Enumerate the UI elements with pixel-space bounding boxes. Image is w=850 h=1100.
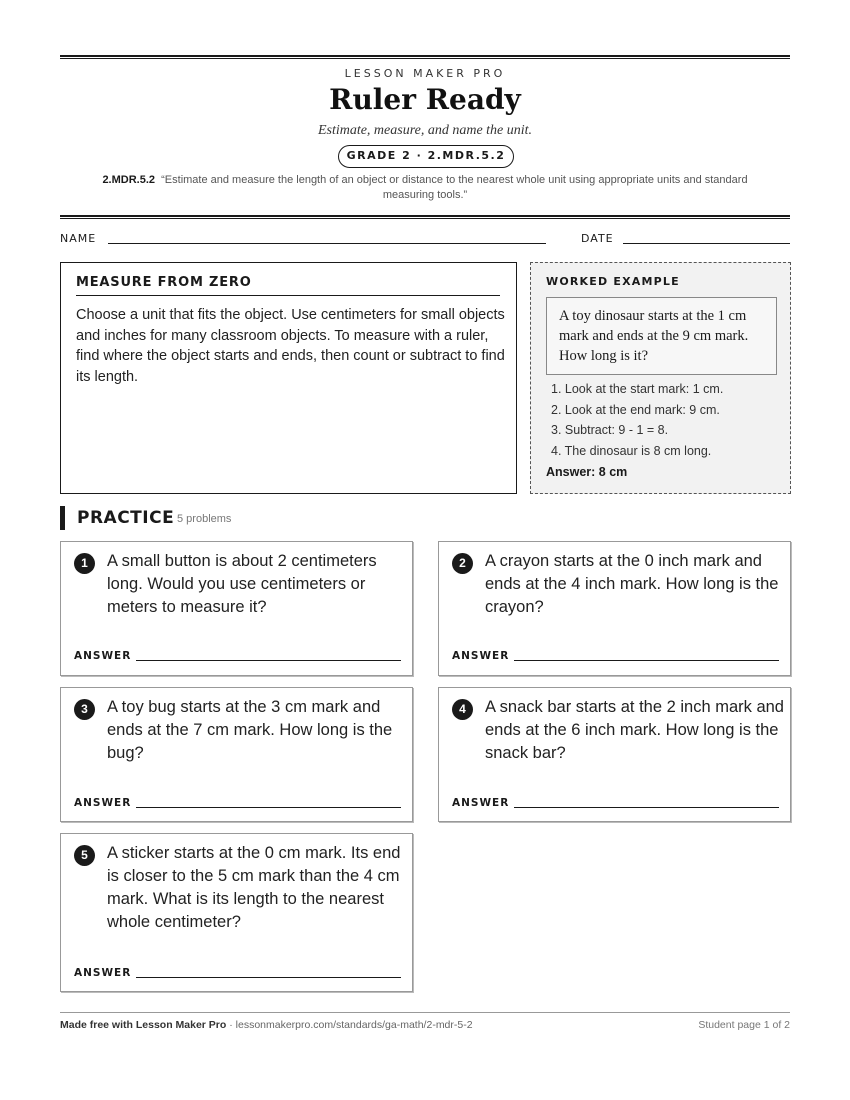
page-subtitle: Estimate, measure, and name the unit. <box>317 123 533 138</box>
answer-field[interactable] <box>136 660 401 661</box>
concept-title: MEASURE FROM ZERO <box>76 275 252 290</box>
problem-number: 5 <box>74 845 95 866</box>
name-field[interactable] <box>108 243 546 244</box>
problem-number: 3 <box>74 699 95 720</box>
worked-step: 3. Subtract: 9 - 1 = 8. <box>551 423 669 437</box>
footer-url[interactable]: · lessonmakerpro.com/standards/ga-math/2-mdr-5-2 <box>226 1019 473 1031</box>
name-label: NAME <box>60 232 97 245</box>
answer-field[interactable] <box>514 807 779 808</box>
concept-body: Choose a unit that fits the object. Use centimeters for small objects and inches for many classroom objects. To measure with a ruler, find where the object starts and ends, then count or subtract to find its length. <box>76 307 505 385</box>
worked-example-answer: Answer: 8 cm <box>546 465 628 479</box>
problem-card-4 <box>438 687 791 822</box>
answer-label: ANSWER <box>452 797 510 809</box>
footer-page-number: Student page 1 of 2 <box>698 1019 790 1031</box>
problem-text: A snack bar starts at the 2 inch mark and ends at the 6 inch mark. How long is the snack bar? <box>485 698 784 762</box>
problem-text: A small button is about 2 centimeters long. Would you use centimeters or meters to measure it? <box>107 552 377 616</box>
footer-divider <box>60 1012 790 1013</box>
problem-text: A toy bug starts at the 3 cm mark and ends at the 7 cm mark. How long is the bug? <box>107 698 393 762</box>
header-top-rule <box>60 55 790 59</box>
standard-text: “Estimate and measure the length of an object or distance to the nearest whole unit using appropriate units and standard measuring tools.” <box>161 174 748 201</box>
problem-number: 1 <box>74 553 95 574</box>
problem-card-5 <box>60 833 413 992</box>
problem-number: 2 <box>452 553 473 574</box>
date-label: DATE <box>581 232 614 245</box>
problem-text: A sticker starts at the 0 cm mark. Its end is closer to the 5 cm mark than the 4 cm mark. What is its length to the nearest whole centimeter? <box>107 844 401 931</box>
problem-number: 4 <box>452 699 473 720</box>
problem-card-2 <box>438 541 791 676</box>
concept-divider <box>76 295 500 296</box>
worked-example-steps <box>551 379 723 461</box>
answer-label: ANSWER <box>452 650 510 662</box>
answer-field[interactable] <box>514 660 779 661</box>
worked-step: 2. Look at the end mark: 9 cm. <box>551 402 720 417</box>
worked-step: 4. The dinosaur is 8 cm long. <box>551 443 712 458</box>
page-title: Ruler Ready <box>329 83 521 116</box>
footer-made-with: Made free with Lesson Maker Pro <box>60 1019 227 1031</box>
worked-step: 1. Look at the start mark: 1 cm. <box>551 382 724 396</box>
practice-count: 5 problems <box>177 513 232 525</box>
practice-title: PRACTICE <box>77 508 175 528</box>
practice-accent-bar <box>60 506 65 530</box>
worked-example-problem: A toy dinosaur starts at the 1 cm mark and ends at the 9 cm mark. How long is it? <box>546 297 777 375</box>
concept-box <box>60 262 517 494</box>
problem-card-1 <box>60 541 413 676</box>
answer-field[interactable] <box>136 977 401 978</box>
header-bottom-rule <box>60 215 790 219</box>
standard-description <box>85 173 765 203</box>
problem-text: A crayon starts at the 0 inch mark and ends at the 4 inch mark. How long is the crayon? <box>485 552 779 616</box>
grade-badge: GRADE 2 · 2.MDR.5.2 <box>338 145 514 168</box>
worked-example-title: WORKED EXAMPLE <box>546 275 680 288</box>
answer-label: ANSWER <box>74 797 132 809</box>
answer-field[interactable] <box>136 807 401 808</box>
problem-card-3 <box>60 687 413 822</box>
worked-example-box <box>530 262 791 494</box>
answer-label: ANSWER <box>74 650 132 662</box>
standard-code: 2.MDR.5.2 <box>102 174 156 186</box>
brand-name: LESSON MAKER PRO <box>344 67 506 80</box>
answer-label: ANSWER <box>74 967 132 979</box>
footer-credit <box>60 1019 473 1031</box>
date-field[interactable] <box>623 243 790 244</box>
